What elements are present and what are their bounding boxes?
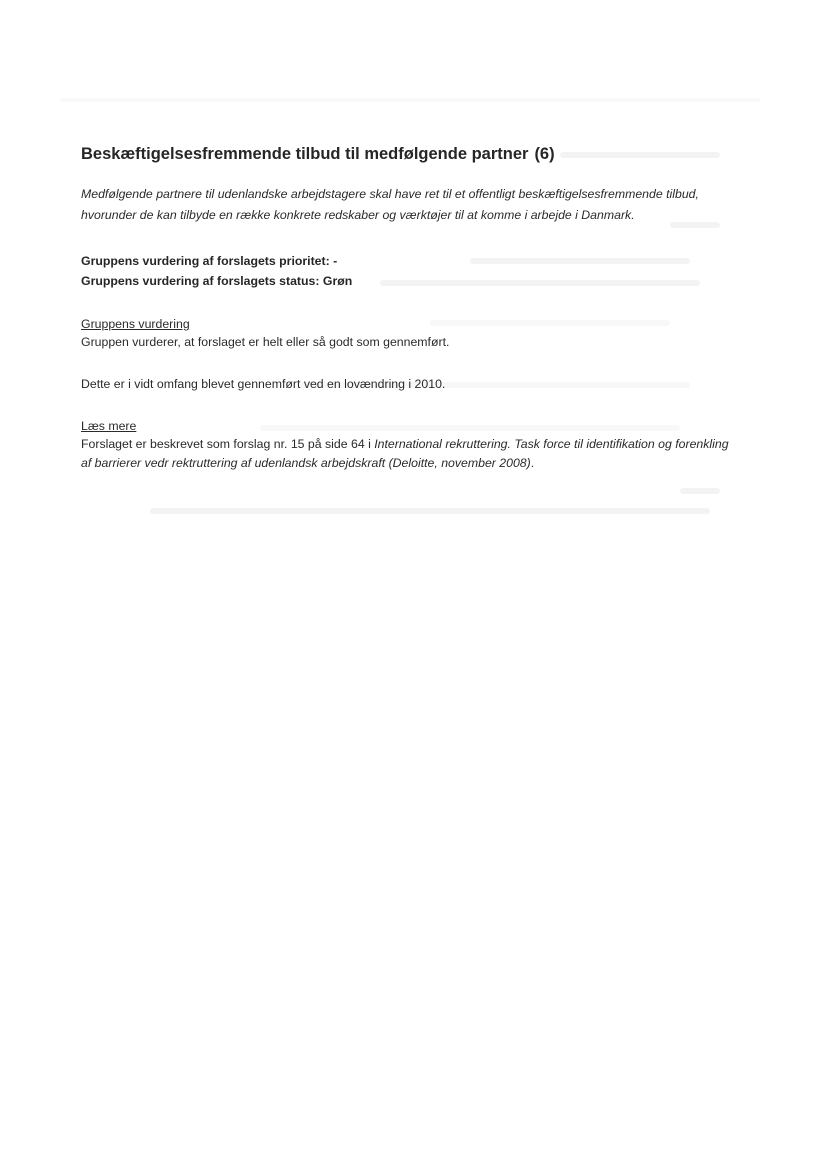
ratings-block (81, 251, 731, 291)
priority-line: Gruppens vurdering af forslagets prioritet: - (81, 254, 338, 268)
bleed-through-mark (60, 98, 760, 102)
title-number: (6) (534, 145, 555, 163)
status-line: Gruppens vurdering af forslagets status: Grøn (81, 274, 353, 288)
source-title: International rekruttering. Task force til identifikation og forenkling af barrierer vedr rektruttering af udenlandsk arbejdskraft (Deloitte, november 2008) (81, 437, 729, 470)
read-more-end: . (530, 456, 535, 470)
read-more-text: Forslaget er beskrevet som forslag nr. 15 på side 64 i (81, 437, 375, 451)
assessment-paragraph-2: Dette er i vidt omfang blevet gennemført ved en lovændring i 2010. (81, 377, 446, 391)
intro-paragraph: Medfølgende partnere til udenlandske arbejdstagere skal have ret til et offentligt beskæftigelsesfremmende tilbud, hvorunder de kan tilbyde en række konkrete redskaber og værktøjer til at komme i arbejde i Danmark. (81, 187, 699, 222)
assessment-paragraph-1: Gruppen vurderer, at forslaget er helt eller så godt som gennemført. (81, 335, 450, 349)
read-more-paragraph (81, 435, 731, 473)
document-content (81, 142, 731, 473)
assessment-heading: Gruppens vurdering (81, 317, 190, 331)
bleed-through-mark (150, 508, 710, 514)
bleed-through-mark (680, 488, 720, 494)
read-more-heading: Læs mere (81, 419, 137, 433)
document-title (81, 142, 731, 166)
title-text: Beskæftigelsesfremmende tilbud til medfølgende partner (81, 145, 529, 163)
